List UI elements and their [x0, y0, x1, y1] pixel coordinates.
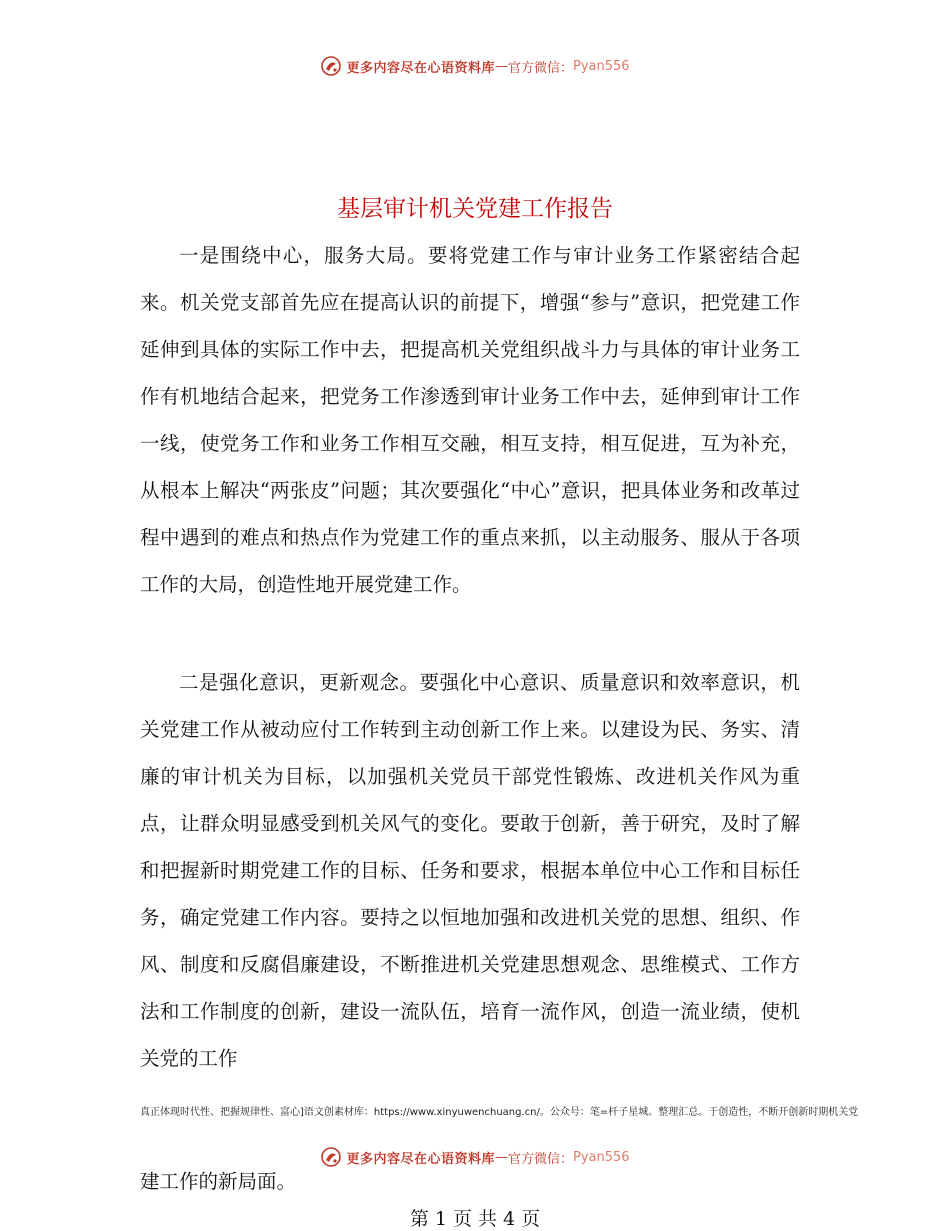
- banner-separator: —: [494, 58, 508, 74]
- header-banner: [0, 53, 950, 79]
- document-title: 基层审计机关党建工作报告: [337, 196, 613, 222]
- footnote: 真正体现时代性、把握规律性、富心]语文创素材库：https://www.xinyuwenchuang.cn/。公众号：笔=杆子星城。整理汇总。于创造性，不断开创新时期机关党: [140, 1107, 859, 1118]
- banner-wechat-label: 官方微信：: [507, 1151, 573, 1167]
- banner-wechat-id: Pyan556: [572, 58, 630, 74]
- banner-separator: —: [494, 1149, 508, 1165]
- brand-logo-icon: [320, 55, 342, 77]
- paragraph-continuation: 建工作的新局面。: [140, 1170, 297, 1193]
- banner-brand: 更多内容尽在心语资料库: [346, 60, 495, 76]
- brand-logo-icon: [320, 1146, 342, 1168]
- page-number: 第 1 页 共 4 页: [409, 1208, 541, 1230]
- paragraph-1: 一是围绕中心，服务大局。要将党建工作与审计业务工作紧密结合起来。机关党支部首先应在提高认识的前提下，增强“参与”意识，把党建工作延伸到具体的实际工作中去，把提高机关党组织战斗力与具体的审计业务工作有机地结合起来，把党务工作渗透到审计业务工作中去，延伸到审计工作一线，使党务工作和业务工作相互交融，相互支持，相互促进，互为补充，从根本上解决“两张皮”问题；其次要强化“中心”意识，把具体业务和改革过程中遇到的难点和热点作为党建工作的重点来抓，以主动服务、服从于各项工作的大局，创造性地开展党建工作。: [140, 244, 800, 596]
- banner-wechat-label: 官方微信：: [507, 60, 573, 76]
- banner-brand: 更多内容尽在心语资料库: [346, 1151, 495, 1167]
- banner-wechat-id: Pyan556: [572, 1149, 630, 1165]
- paragraph-2: 二是强化意识，更新观念。要强化中心意识、质量意识和效率意识，机关党建工作从被动应付工作转到主动创新工作上来。以建设为民、务实、清廉的审计机关为目标，以加强机关党员干部党性锻炼、改进机关作风为重点，让群众明显感受到机关风气的变化。要敢于创新，善于研究，及时了解和把握新时期党建工作的目标、任务和要求，根据本单位中心工作和目标任务，确定党建工作内容。要持之以恒地加强和改进机关党的思想、组织、作风、制度和反腐倡廉建设，不断推进机关党建思想观念、思维模式、工作方法和工作制度的创新，建设一流队伍，培育一流作风，创造一流业绩，使机关党的工作: [140, 671, 800, 1070]
